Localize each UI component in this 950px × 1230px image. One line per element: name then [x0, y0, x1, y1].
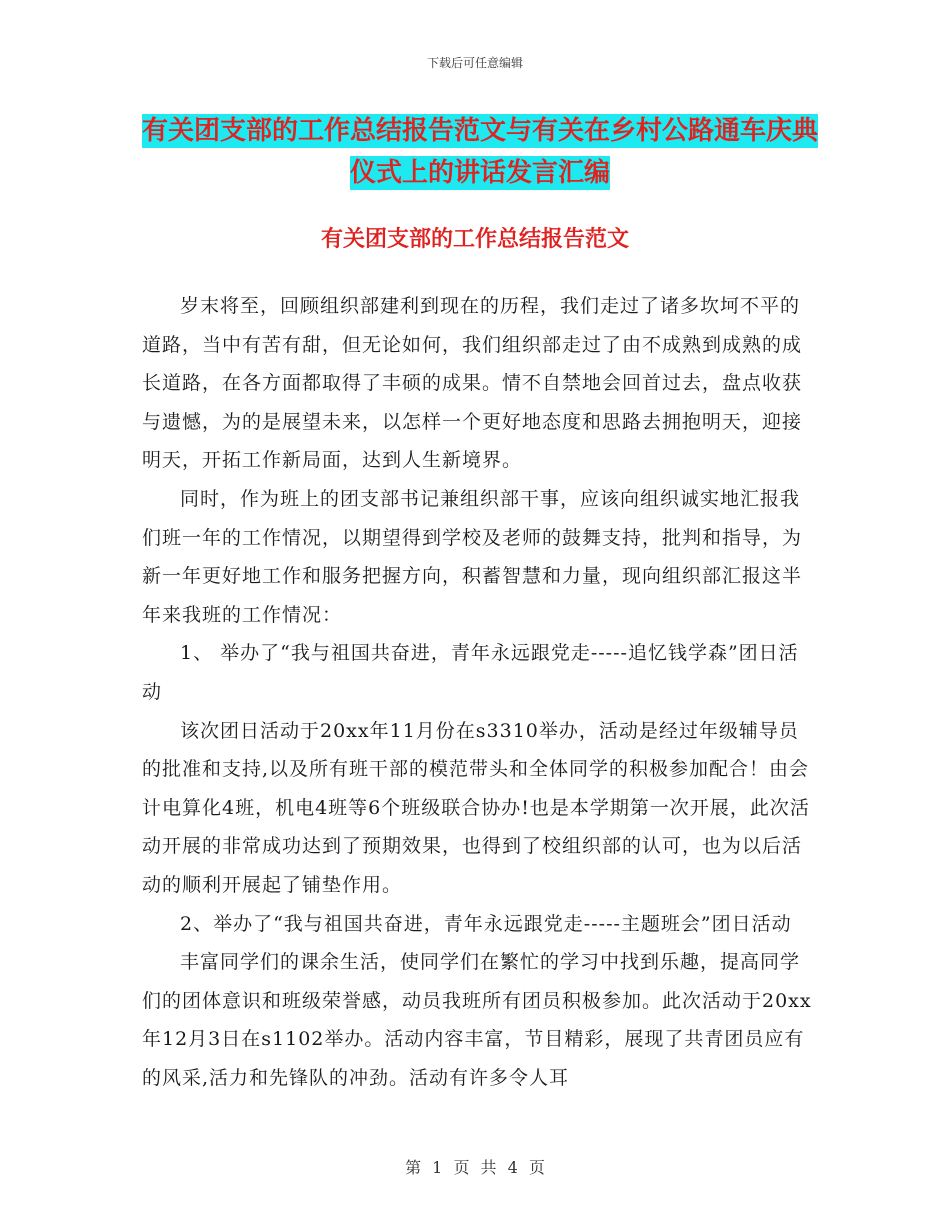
document-title-text: 有关团支部的工作总结报告范文与有关在乡村公路通车庆典仪式上的讲话发言汇编 — [141, 116, 818, 188]
list-item-heading: 2、举办了“我与祖国共奋进，青年永远跟党走-----主题班会”团日活动 — [180, 912, 792, 935]
paragraph: 该次团日活动于20xx年11月份在s3310举办，活动是经过年级辅导员的批准和支持,以及所有班干部的模范带头和全体同学的积极参加配合！由会计电算化4班，机电4班等6个班级联合协办!也是本学期第一次开展，此次活动开展的非常成功达到了预期效果，也得到了校组织部的认可，也为以后活动的顺利开展起了铺垫作用。 — [142, 719, 810, 896]
header-note: 下载后可任意编辑 — [426, 56, 523, 70]
section-title: 有关团支部的工作总结报告范文 — [320, 227, 629, 252]
page-footer: 第 1 页 共 4 页 — [405, 1158, 545, 1177]
paragraph: 丰富同学们的课余生活，使同学们在繁忙的学习中找到乐趣，提高同学们的团体意识和班级荣誉感，动员我班所有团员积极参加。此次活动于20xx年12月3日在s1102举办。活动内容丰富，节目精彩，展现了共青团员应有的风采,活力和先锋队的冲劲。活动有许多令人耳 — [142, 951, 812, 1089]
document-title — [140, 110, 820, 194]
list-item-heading: 1、 举办了“我与祖国共奋进，青年永远跟党走-----追忆钱学森”团日活动 — [142, 642, 799, 703]
paragraph: 岁末将至，回顾组织部建利到现在的历程，我们走过了诸多坎坷不平的道路，当中有苦有甜，但无论如何，我们组织部走过了由不成熟到成熟的成长道路，在各方面都取得了丰硕的成果。情不自禁地会回首过去，盘点收获与遗憾，为的是展望未来，以怎样一个更好地态度和思路去拥抱明天，迎接明天，开拓工作新局面，达到人生新境界。 — [142, 295, 803, 472]
document-body — [142, 287, 812, 1097]
paragraph: 同时，作为班上的团支部书记兼组织部干事，应该向组织诚实地汇报我们班一年的工作情况，以期望得到学校及老师的鼓舞支持，批判和指导，为新一年更好地工作和服务把握方向，积蓄智慧和力量，现向组织部汇报这半年来我班的工作情况： — [142, 487, 803, 626]
